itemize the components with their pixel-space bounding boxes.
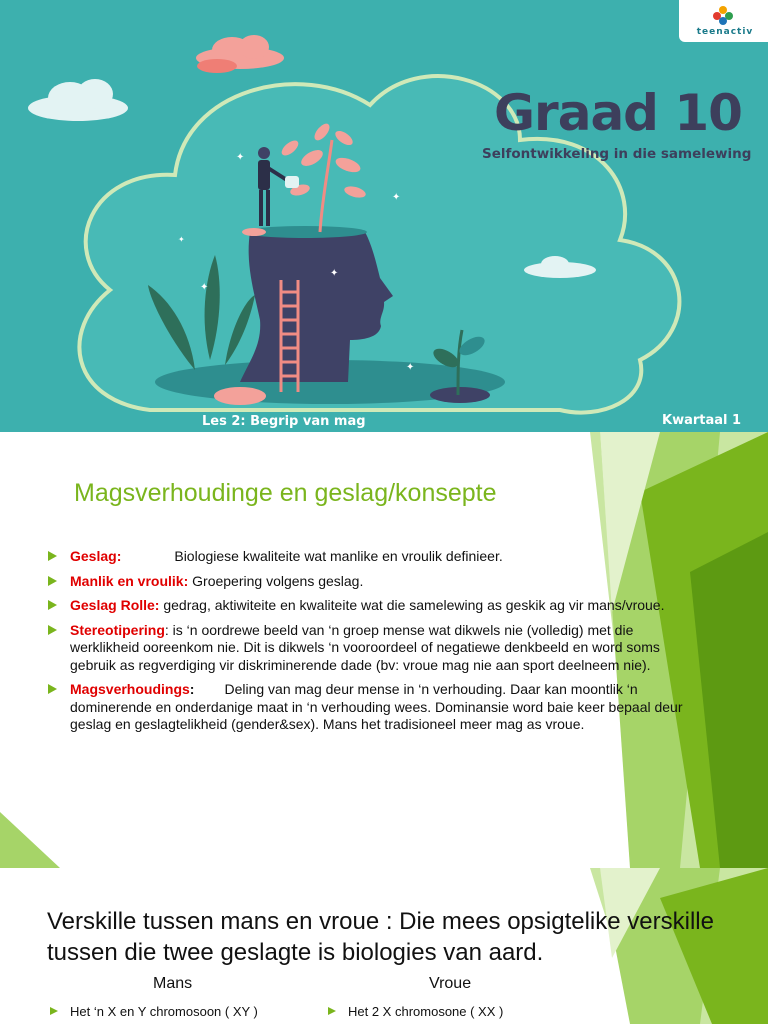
svg-text:✦: ✦: [178, 235, 185, 244]
lesson-label: Les 2: Begrip van mag: [202, 414, 366, 429]
svg-text:✦: ✦: [236, 152, 245, 163]
cloud-pink-small-icon: [197, 59, 237, 73]
svg-text:✦: ✦: [406, 362, 415, 373]
term-label: Magsverhoudings: [70, 681, 190, 697]
list-item: [46, 548, 706, 566]
concept-list: [46, 548, 706, 741]
bullet-arrow-icon: [48, 551, 57, 561]
svg-text:✦: ✦: [200, 282, 209, 293]
slide-subtitle: Selfontwikkeling in die samelewing: [482, 146, 752, 162]
term-label: Stereotipering: [70, 621, 165, 638]
definition-text: Biologiese kwaliteite wat manlike en vroulik definieer.: [174, 548, 503, 564]
svg-text:✦: ✦: [392, 192, 401, 203]
slide-title: Magsverhoudinge en geslag/konsepte: [74, 479, 497, 507]
list-item: [46, 622, 706, 675]
definition-text: gedrag, aktiwiteite en kwaliteite wat die samelewing as geskik ag vir mans/vroue.: [159, 597, 665, 613]
title-slide: [0, 0, 768, 432]
cloud-left-icon: [28, 79, 128, 121]
list-item: [326, 1004, 503, 1019]
term-label: Kwartaal 1: [662, 413, 742, 428]
slide-title: Graad 10: [494, 84, 742, 142]
differences-slide: [0, 868, 768, 1024]
bullet-arrow-icon: [48, 576, 57, 586]
item-text: Het ‘n X en Y chromosoon ( XY ): [70, 1004, 258, 1019]
concepts-slide: [0, 432, 768, 868]
column-heading-mans: Mans: [153, 975, 193, 992]
bullet-arrow-icon: [328, 1007, 336, 1015]
bullet-arrow-icon: [48, 625, 57, 635]
svg-text:✦: ✦: [330, 268, 339, 279]
illustration: [0, 0, 768, 432]
term-label: Geslag Rolle:: [70, 597, 160, 613]
term-label: Geslag:: [70, 548, 122, 564]
item-text: Het 2 X chromosone ( XX ): [348, 1004, 504, 1019]
column-heading-vroue: Vroue: [429, 975, 472, 992]
term-colon: :: [189, 681, 195, 697]
bullet-arrow-icon: [50, 1007, 58, 1015]
list-item: [46, 573, 706, 591]
definition-text: Groepering volgens geslag.: [188, 572, 364, 589]
bullet-arrow-icon: [48, 600, 57, 610]
definition-text: Deling van mag deur mense in ‘n verhouding. Daar kan moontlik ‘n dominerende en onderdanige maat in ‘n verhouding wees. Dominansie word baie keer bepaal deur geslag en geslagtelikheid (gender&sex). Mans het tradisioneel meer mag as vroue.: [70, 681, 683, 732]
logo-text: teenactiv: [696, 27, 754, 37]
definition-text: : is ‘n oordrewe beeld van ‘n groep mense wat dikwels nie (volledig) met die werklikheid ooreenkom nie. Dit is dikwels ‘n vooroordeel of negatiewe denkbeeld en word soms gebruik as regverdiging vir diskriminerende dade (bv: vroue mag nie aan sport deelneem nie).: [70, 621, 660, 673]
flower-logo-icon: [711, 4, 735, 26]
bullet-arrow-icon: [48, 684, 57, 694]
teenactiv-logo: [679, 0, 768, 42]
list-item: [48, 1004, 258, 1019]
term-label: Manlik en vroulik:: [70, 572, 189, 589]
slide-title: Verskille tussen mans en vroue : Die mees opsigtelike verskille tussen die twee geslagte is biologies van aard.: [47, 908, 714, 966]
list-item: [46, 597, 706, 615]
pink-mound: [214, 387, 266, 405]
list-item: [46, 681, 706, 734]
